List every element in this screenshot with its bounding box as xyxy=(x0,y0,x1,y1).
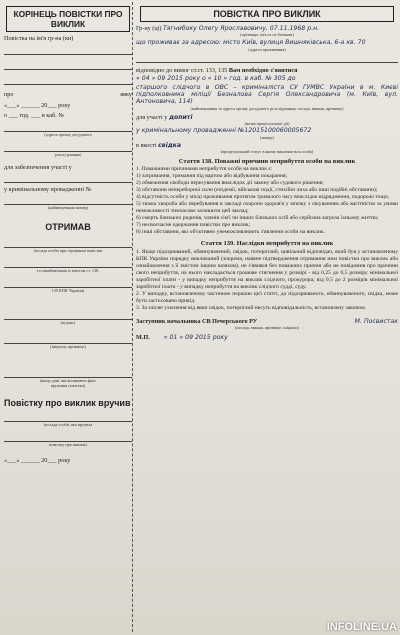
stub-line xyxy=(4,61,132,70)
signature-label: Заступник начальника СВ Печерського РУ xyxy=(136,317,258,325)
stub-line xyxy=(4,369,132,378)
stub-line xyxy=(4,174,132,183)
stub-address-caption: (адреса органу досудового xyxy=(44,131,92,137)
role-label: в якості xyxy=(136,141,157,149)
stub-article: 139 КПК України) xyxy=(51,288,85,294)
stub-line xyxy=(4,196,132,205)
stub-appear-row xyxy=(4,91,132,98)
stub-title: КОРІНЕЦЬ ПОВІСТКИ ПРО ВИКЛИК xyxy=(13,9,123,29)
stub-surname-label: Повістка на ім'я гр-на (ки) xyxy=(4,35,74,42)
citizen-row xyxy=(136,25,398,32)
stub-line xyxy=(4,413,132,422)
summons-stub xyxy=(4,2,133,632)
article-139-paragraph: 1. Якщо підозрюваний, обвинувачений, свідок, потерпілий, цивільний відповідач, який був у встановленому КПК України порядку викликаний (зокрема, наявне підтвердження отримання ним повістки про виклик або ознайомлення з її змістом іншим шляхом), не з'явився без поважних причин або не повідомив про причини свого неприбуття, на нього накладається грошове стягнення у розмірі - від 0,25 до 0,5 розміру мінімальної заробітної плати - у випадку неприбуття на виклик слідчого, прокурора; від 0,5 до 2 розмірів мінімальної заробітної плати - у випадку неприбуття на виклик слідчого судді, суду. xyxy=(136,248,398,290)
stub-delivery-caption: вручення повістки) xyxy=(50,383,86,389)
article-139-title: Стаття 139. Наслідки неприбуття на виклик xyxy=(200,240,334,248)
article-138-item: 6) смерть близьких родичів, членів сім'ї чи інших близьких осіб або серйозна загроза їхньому життю; xyxy=(136,215,379,222)
stub-appear-label: явку xyxy=(120,91,132,99)
stub-if-data-caption: (якщо дані, які впливають факт xyxy=(40,378,96,384)
stub-line xyxy=(4,239,132,248)
investigator: старшого слідчого в ОВС – криміналіста СУ ГУМВС України в м. Києві підполковника міліції Безналова Сергія Олександровича (м. Київ, вул. Антоновича, 114) xyxy=(136,83,398,106)
article-138-item: 8) інші обставини, які об'єктивно унеможливлюють з'явлення особи на виклик. xyxy=(136,229,325,236)
stub-received-box xyxy=(10,219,126,235)
articles-text: відповідно до вимог ст.ст. 133, 135 xyxy=(136,66,228,74)
article-138-item: 7) несвоєчасне одержання повістки про виклик; xyxy=(136,222,251,229)
article-139-paragraph: 3. За злісне ухилення від явки свідок, потерпілий несуть відповідальність, встановлену законом. xyxy=(136,304,367,311)
proceeding-caption: (номер) xyxy=(260,134,274,140)
summons-main xyxy=(136,2,398,632)
stub-initials-caption: (ініціали, прізвище) xyxy=(50,344,86,350)
address-caption: (адреса проживання) xyxy=(248,46,286,52)
stub-delivered-caption-2: повістку про виклик) xyxy=(49,442,87,448)
stub-proceeding-caption: (найменування номер) xyxy=(47,205,89,211)
sign-date: « 01 » 09 2015 року xyxy=(163,334,228,342)
investigator-caption: (найменування та адреса органу досудового розслідування, посада, звання, прізвище) xyxy=(190,105,344,111)
participation-label: для участі у xyxy=(136,113,168,121)
article-139-paragraph: 2. У випадку, встановленому частиною першою цієї статті, до підозрюваного, обвинуваченого, свідка, може бути застосовано привід. xyxy=(136,290,398,304)
stamp-place: М.П. xyxy=(136,334,150,342)
residence: що проживає за адресою: місто Київ, вулиця Вишняківська, 6-а кв. 70 xyxy=(136,39,366,47)
stub-signature-caption: (підпис) xyxy=(60,320,76,326)
signature-name: М. Посвистак xyxy=(354,317,398,325)
stub-explained: та ознайомлення із змістом ст. 138, xyxy=(36,268,100,274)
article-138-list xyxy=(136,166,398,236)
name-caption: (прізвище, ім'я та по батькові) xyxy=(240,32,294,38)
signature-caption: (посада, звання, прізвище, ініціали) xyxy=(235,325,299,331)
stub-appear-caption: розслідування) xyxy=(54,151,82,157)
stub-year-line: «___» ______ 20___ року xyxy=(4,457,71,465)
summons-line xyxy=(136,54,398,63)
appointment-date: « 04 » 09 2015 року о « 10 » год. в каб. № 305 до xyxy=(136,75,296,83)
role-row xyxy=(136,142,398,149)
article-138-item: 4) відсутність особи у місці проживання протягом тривалого часу внаслідок відрядження, подорожі тощо; xyxy=(136,194,390,201)
stub-title-box xyxy=(6,6,130,32)
stub-line xyxy=(4,259,132,268)
watermark: INFOLINE.UA xyxy=(326,621,397,633)
proceeding-number: у кримінальному провадженні №12015100060005672 xyxy=(136,127,312,135)
articles-row xyxy=(136,67,398,74)
summons-title-box xyxy=(140,6,394,22)
stub-about-label: про xyxy=(4,91,14,99)
stub-ensuring: для забезпечення участі у xyxy=(4,163,72,171)
stub-proceeding: у кримінальному провадженні № xyxy=(4,186,92,194)
stub-line xyxy=(4,76,132,85)
summons-title: ПОВІСТКА ПРО ВИКЛИК xyxy=(213,9,321,19)
stub-date-line: «___» ______ 20___ року xyxy=(4,101,71,109)
procedure-caption: (назва процесуальної дії) xyxy=(244,121,290,127)
stub-line xyxy=(4,433,132,442)
must-appear-text: Вам необхідно з'явитися xyxy=(228,66,298,74)
stub-line xyxy=(4,335,132,344)
article-138-item: 2) обмеження свободи пересування внаслідок дії закону або судового рішення; xyxy=(136,180,324,187)
role-caption: (процесуальний статус в якому викликається особа) xyxy=(220,149,314,155)
signature-row xyxy=(136,318,398,325)
participation-row xyxy=(136,114,398,121)
article-138-item: 5) тяжка хвороба або перебування в закладі охорони здоров'я у зв'язку з лікуванням або вагітністю за умови неможливості тимчасово залишити цей заклад; xyxy=(136,201,398,215)
stub-line xyxy=(4,46,132,55)
article-138-item: 1. Поважними причинами неприбуття особи на виклик є: xyxy=(136,166,273,173)
stub-line xyxy=(4,143,132,152)
stub-line xyxy=(4,123,132,132)
stub-line xyxy=(4,311,132,320)
stub-delivered: Повістку про виклик вручив xyxy=(4,398,131,409)
stamp-date-row xyxy=(136,334,398,341)
stub-delivered-caption: (посада особи, яка вручила xyxy=(43,422,93,428)
participation-value: допиті xyxy=(168,113,193,121)
citizen-prefix: Гр-ну (ці) xyxy=(136,25,162,32)
citizen-name: Тягнибоку Олегу Ярославовичу, 07.11.1968 р.н. xyxy=(163,25,320,32)
article-138-item: 1) затримання, тримання під вартою або відбування покарання; xyxy=(136,173,288,180)
stub-hour-line: о ___ год. ___ в каб. № xyxy=(4,112,65,120)
article-138-title: Стаття 138. Поважні причини неприбуття особи на виклик xyxy=(178,158,356,166)
article-138-item: 3) обставини непереборної сили (епідемії, військові події, стихійні лиха або інші подібні обставини); xyxy=(136,187,378,194)
stub-received-caption: (посада особи при отриманні повістки xyxy=(33,248,103,254)
article-139-list xyxy=(136,249,398,312)
stub-line xyxy=(4,279,132,288)
role-value: свідка xyxy=(157,141,182,149)
stub-received: ОТРИМАВ xyxy=(45,222,91,233)
